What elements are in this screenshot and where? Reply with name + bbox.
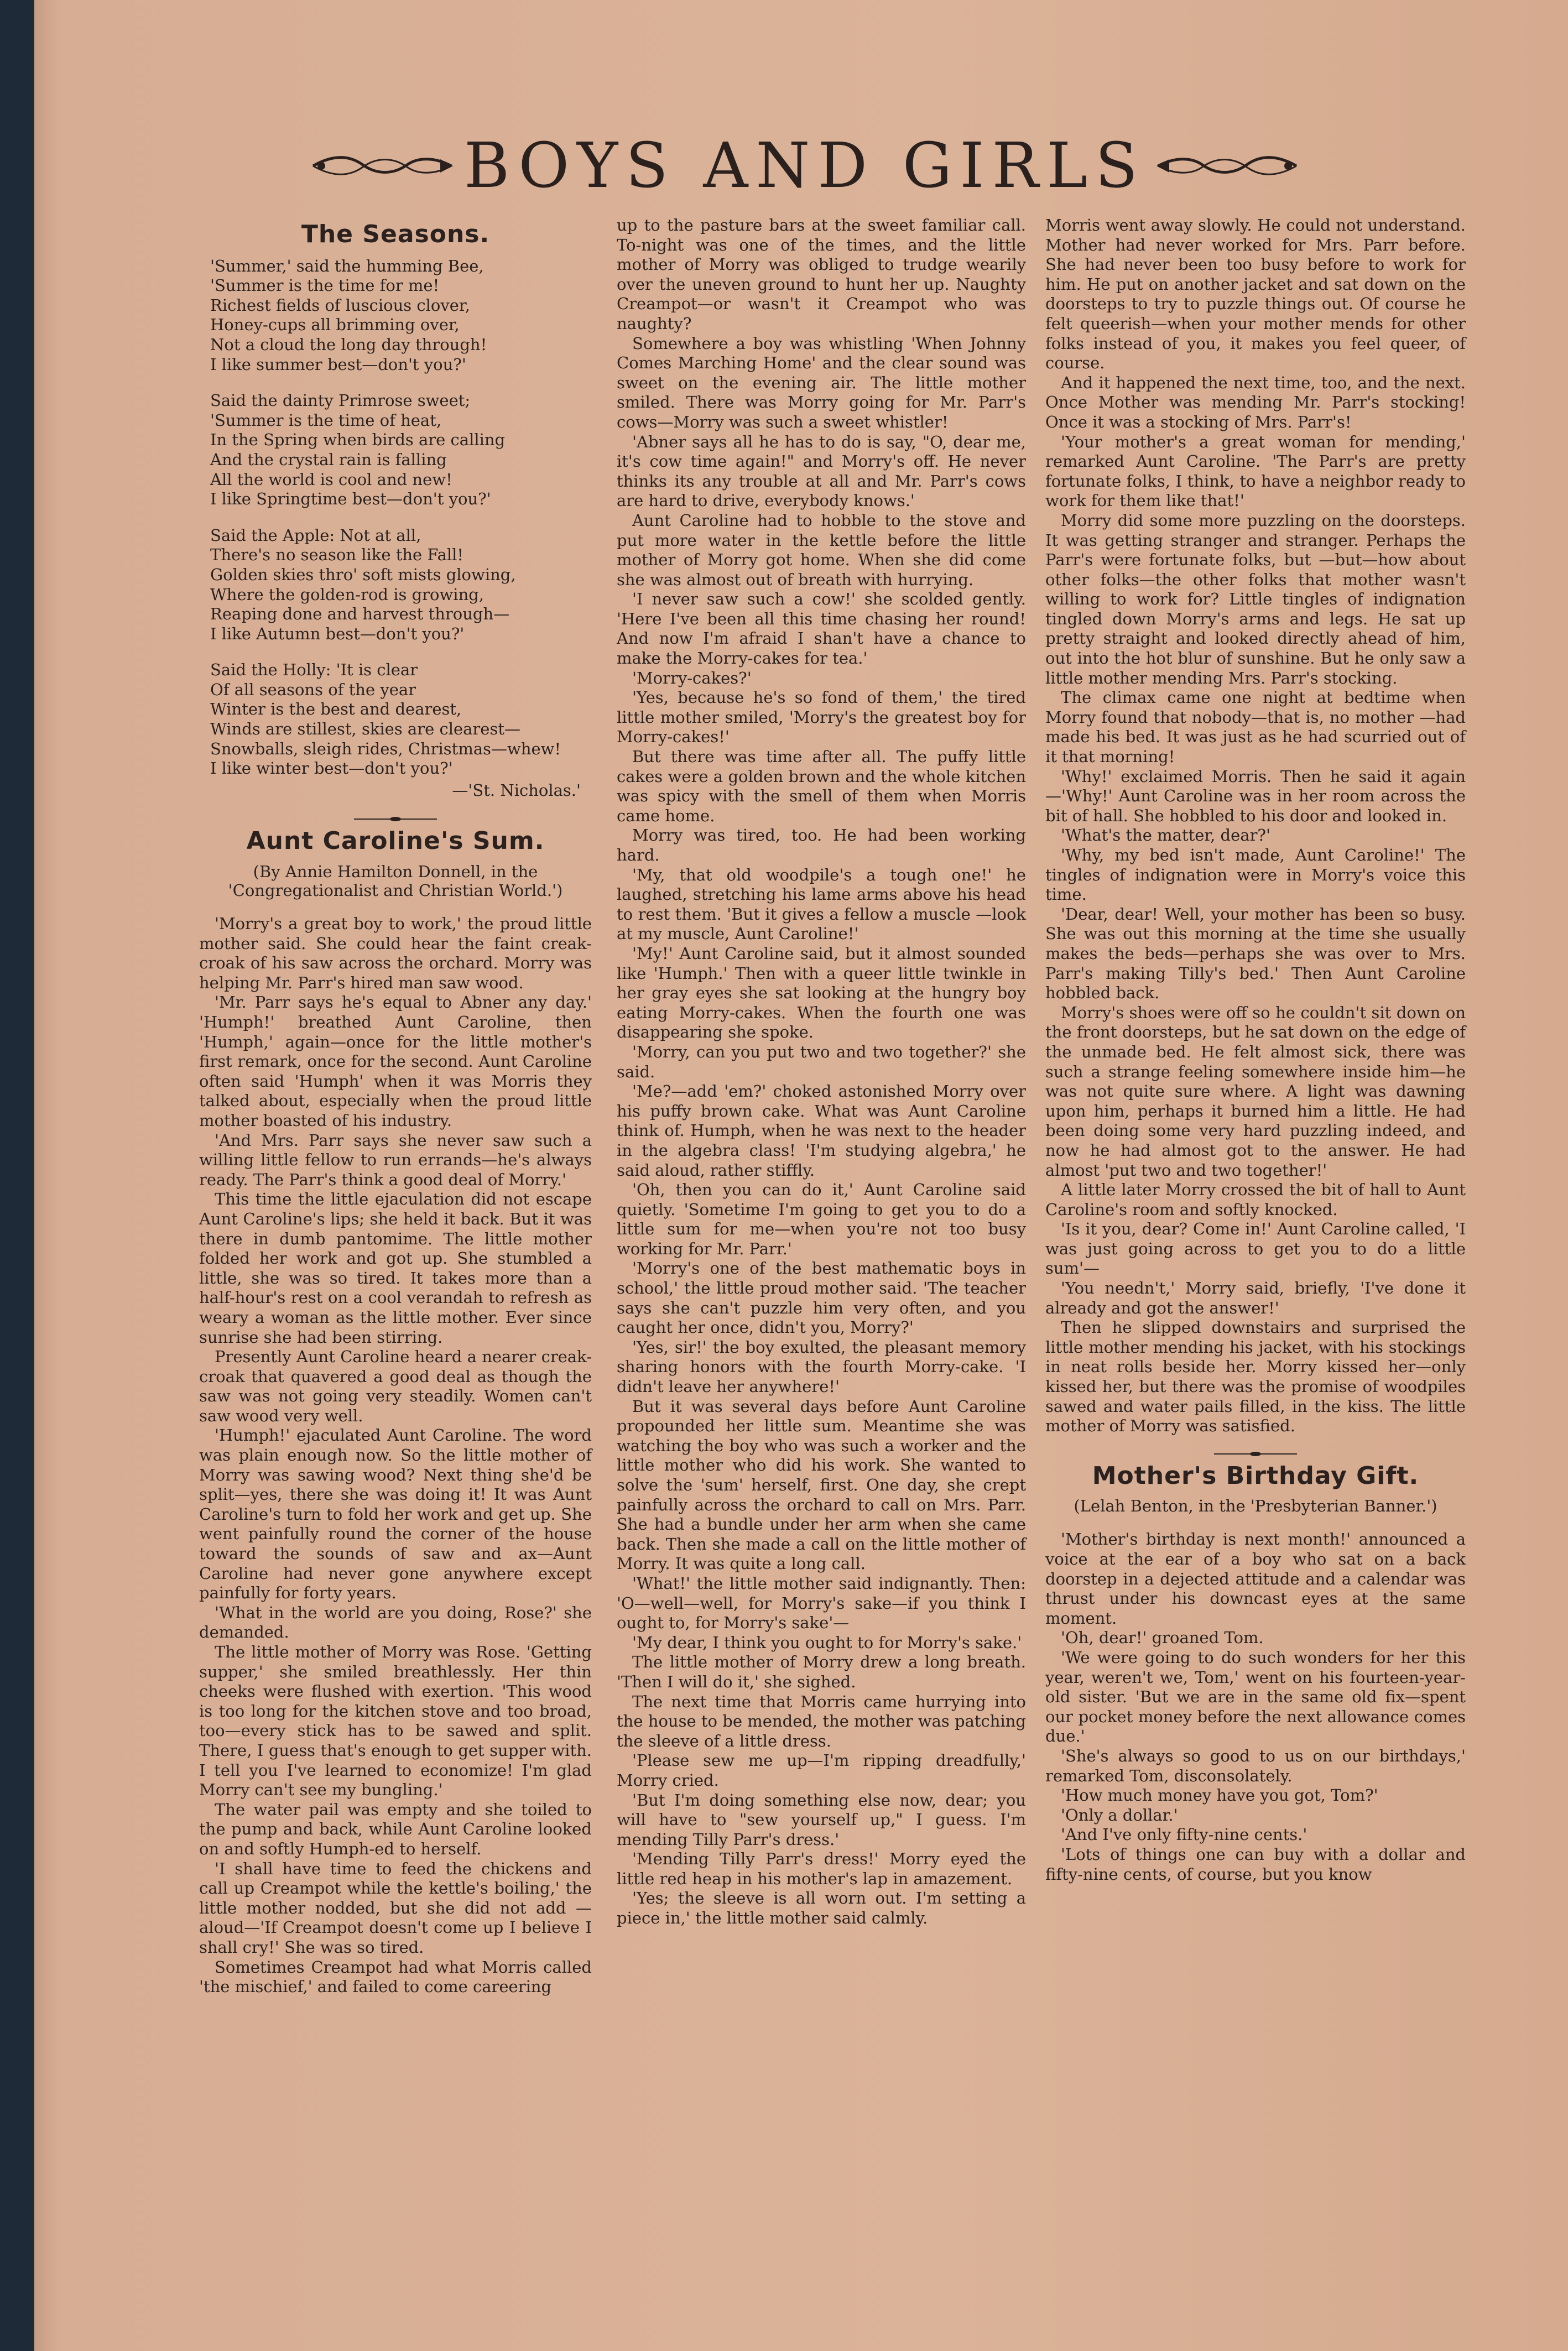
poem-line: I like summer best—don't you?' xyxy=(210,355,466,374)
paragraph: 'Yes, sir!' the boy exulted, the pleasant memory sharing honors with the fourth Morry-cake. 'I didn't leave her anywhere!' xyxy=(617,1337,1026,1396)
paragraph: 'Yes; the sleeve is all worn out. I'm setting a piece in,' the little mother said calmly. xyxy=(617,1889,1026,1928)
paragraph: Morris went away slowly. He could not understand. Mother had never worked for Mrs. Parr before. She had never been too busy before to work for him. He put on another jacket and sat down on the doorsteps to try to puzzle things out. Of course he felt queerish—when your mother mends for other folks instead of you, it makes you feel queer, of course. xyxy=(1045,216,1466,373)
paragraph: Aunt Caroline had to hobble to the stove and put more water in the kettle before the little mother of Morry got home. When she did come she was almost out of breath with hurrying. xyxy=(617,510,1026,589)
paragraph: 'Dear, dear! Well, your mother has been so busy. She was out this morning at the time she usually makes the beds—perhaps she was over to Mrs. Parr's making Tilly's bed.' Then Aunt Caroline hobbled back. xyxy=(1045,904,1466,1003)
paragraph: Morry's shoes were off so he couldn't sit down on the front doorsteps, but he sat down on the edge of the unmade bed. He felt almost sick, there was such a strange feeling somewhere inside him—he was not quite sure where. A light was dawning upon him, perhaps it burned him a little. He had been doing some very hard puzzling indeed, and now he had almost got to the answer. He had almost 'put two and two together!' xyxy=(1045,1003,1466,1180)
paragraph: 'We were going to do such wonders for her this year, weren't we, Tom,' went on his fourteen-year-old sister. 'But we are in the same old fix—spent our pocket money before the next allowance comes due.' xyxy=(1045,1648,1466,1746)
poem-stanza xyxy=(210,257,592,375)
paragraph: 'Morry's a great boy to work,' the proud little mother said. She could hear the faint creak-croak of his saw across the orchard. Morry was helping Mr. Parr's hired man saw wood. xyxy=(199,914,592,992)
poem-line: In the Spring when birds are calling xyxy=(210,430,506,450)
paragraph: This time the little ejaculation did not escape Aunt Caroline's lips; she held it back. But it was there in dumb pantomime. The little mother folded her work and got up. She stumbled a little, she was so tired. It takes more than a half-hour's rest on a cool verandah to refresh as weary a woman as the little mother. Ever since sunrise she had been stirring. xyxy=(199,1190,592,1347)
poem-line: Of all seasons of the year xyxy=(210,680,416,699)
paragraph: The climax came one night at bedtime when Morry found that nobody—that is, no mother —had made his bed. It was just as he had scurried out of it that morning! xyxy=(1045,688,1466,767)
aunt-caroline-byline: (By Annie Hamilton Donnell, in the 'Congregationalist and Christian World.') xyxy=(228,862,563,900)
section-divider xyxy=(354,816,437,822)
poem-line: 'Summer is the time for me! xyxy=(210,276,440,295)
paragraph: The little mother of Morry drew a long breath. 'Then I will do it,' she sighed. xyxy=(617,1653,1026,1691)
seasons-poem xyxy=(210,257,592,779)
paragraph: 'And I've only fifty-nine cents.' xyxy=(1061,1825,1307,1844)
poem-line: I like winter best—don't you?' xyxy=(210,759,453,778)
paragraph: 'Mr. Parr says he's equal to Abner any day.' 'Humph!' breathed Aunt Caroline, then 'Humph,' again—once for the little mother's first remark, once for the second. Aunt Caroline often said 'Humph' when it was Morris they talked about, especially when the proud little mother boasted of his industry. xyxy=(199,993,592,1130)
column-3 xyxy=(1045,216,1466,1884)
paragraph: 'My!' Aunt Caroline said, but it almost sounded like 'Humph.' Then with a queer little twinkle in her gray eyes she sat looking at the hungry boy eating Morry-cakes. When the fourth one was disappearing she spoke. xyxy=(617,943,1026,1042)
poem-line: Richest fields of luscious clover, xyxy=(210,295,470,315)
poem-line: Said the dainty Primrose sweet; xyxy=(210,391,471,410)
paragraph: 'I shall have time to feed the chickens and call up Creampot while the kettle's boiling,' the little mother nodded, but she did not add —aloud—'If Creampot doesn't come up I believe I shall cry!' She was so tired. xyxy=(199,1859,592,1957)
paragraph: 'She's always so good to us on our birthdays,' remarked Tom, disconsolately. xyxy=(1045,1746,1466,1785)
paragraph: A little later Morry crossed the bit of hall to Aunt Caroline's room and softly knocked. xyxy=(1045,1180,1466,1219)
poem-line: Honey-cups all brimming over, xyxy=(210,315,460,335)
aunt-caroline-text-part-1 xyxy=(199,914,592,1997)
paragraph: 'Yes, because he's so fond of them,' the tired little mother smiled, 'Morry's the greatest boy for Morry-cakes!' xyxy=(617,688,1026,747)
paragraph: But there was time after all. The puffy little cakes were a golden brown and the whole kitchen was spicy with the smell of them when Morris came home. xyxy=(617,747,1026,825)
poem-stanza xyxy=(210,660,592,779)
aunt-caroline-heading: Aunt Caroline's Sum. xyxy=(246,827,545,856)
paragraph: 'Mother's birthday is next month!' announced a voice at the ear of a boy who sat on a back doorstep in a dejected attitude and a calendar was thrust under his downcast eyes at the same moment. xyxy=(1045,1530,1466,1628)
paragraph: 'Me?—add 'em?' choked astonished Morry over his puffy brown cake. What was Aunt Caroline think of. Humph, when he was next to the header in the algebra class! 'I'm studying algebra,' he said aloud, rather stiffly. xyxy=(617,1082,1026,1180)
poem-line: Golden skies thro' soft mists glowing, xyxy=(210,565,516,584)
paragraph: And it happened the next time, too, and the next. Once Mother was mending Mr. Parr's stocking! Once it was a stocking of Mrs. Parr's! xyxy=(1045,373,1466,431)
paragraph: 'But I'm doing something else now, dear; you will have to "sew yourself up," I guess. I'm mending Tilly Parr's dress.' xyxy=(617,1790,1026,1849)
paragraph: The water pail was empty and she toiled to the pump and back, while Aunt Caroline looked on and softly Humph-ed to herself. xyxy=(199,1800,592,1858)
poem-line: Not a cloud the long day through! xyxy=(210,335,487,354)
paragraph: 'And Mrs. Parr says she never saw such a willing little fellow to run errands—he's always ready. The Parr's think a good deal of Morry.' xyxy=(199,1130,592,1189)
paragraph: 'Oh, then you can do it,' Aunt Caroline said quietly. 'Sometime I'm going to get you to do a little sum for me—when you're not too busy working for Mr. Parr.' xyxy=(617,1180,1026,1258)
paragraph: 'You needn't,' Morry said, briefly, 'I've done it already and got the answer!' xyxy=(1045,1279,1466,1317)
paragraph: up to the pasture bars at the sweet familiar call. To-night was one of the times, and the little mother of Morry was obliged to trudge wearily over the uneven ground to hunt her up. Naughty Creampot—or wasn't it Creampot who was naughty? xyxy=(617,216,1026,333)
paragraph: 'Humph!' ejaculated Aunt Caroline. The word was plain enough now. So the little mother of Morry was sawing wood? Next thing she'd be split—yes, there she was doing it! It was Aunt Caroline's turn to fold her work and get up. She went painfully round the corner of the house toward the sounds of saw and ax—Aunt Caroline had never gone anywhere except painfully for forty years. xyxy=(199,1426,592,1603)
poem-line: Reaping done and harvest through— xyxy=(210,604,510,624)
paragraph: Morry did some more puzzling on the doorsteps. It was getting stranger and stranger. Perhaps the Parr's were fortunate folks, but —but—how about other folks—the other folks that mother wasn't willing to work for? Little tingles of indignation tingled down Morry's arms and legs. He sat up pretty straight and looked directly ahead of him, out into the hot blur of sunshine. But he only saw a little mother mending Mrs. Parr's stocking. xyxy=(1045,510,1466,687)
birthday-gift-byline: (Lelah Benton, in the 'Presbyterian Banner.') xyxy=(1074,1497,1437,1516)
paragraph: 'My, that old woodpile's a tough one!' he laughed, stretching his lame arms above his head to rest them. 'But it gives a fellow a muscle —look at my muscle, Aunt Caroline!' xyxy=(617,865,1026,943)
paragraph: 'What's the matter, dear?' xyxy=(1061,826,1270,845)
paragraph: 'Abner says all he has to do is say, "O, dear me, it's cow time again!" and Morry's off. He never thinks its any trouble at all and Mr. Parr's cows are hard to drive, everybody knows.' xyxy=(617,432,1026,510)
poem-line: 'Summer,' said the humming Bee, xyxy=(210,256,484,275)
paragraph: 'Morry-cakes?' xyxy=(632,668,752,687)
paragraph: The next time that Morris came hurrying into the house to be mended, the mother was patching the sleeve of a little dress. xyxy=(617,1692,1026,1750)
paragraph: Morry was tired, too. He had been working hard. xyxy=(617,826,1026,864)
poem-line: I like Autumn best—don't you?' xyxy=(210,624,465,643)
paragraph: 'Please sew me up—I'm ripping dreadfully,' Morry cried. xyxy=(617,1751,1026,1790)
paragraph: 'I never saw such a cow!' she scolded gently. 'Here I've been all this time chasing her round! And now I'm afraid I shan't have a chance to make the Morry-cakes for tea.' xyxy=(617,590,1026,668)
poem-line: Winds are stillest, skies are clearest— xyxy=(210,720,520,739)
seasons-heading: The Seasons. xyxy=(301,220,490,248)
paragraph: 'Why, my bed isn't made, Aunt Caroline!' The tingles of indignation were in Morry's voice this time. xyxy=(1045,846,1466,904)
paragraph: But it was several days before Aunt Caroline propounded her little sum. Meantime she was watching the boy who was such a worker and the little mother who did his work. She wanted to solve the 'sum' herself, first. One day, she crept painfully across the orchard to call on Mrs. Parr. She had a bundle under her arm when she came back. Then she made a call on the little mother of Morry. It was quite a long call. xyxy=(617,1396,1026,1573)
paragraph: 'Only a dollar.' xyxy=(1061,1805,1178,1824)
column-1 xyxy=(199,216,592,1997)
left-ornament-icon xyxy=(310,149,454,183)
paragraph: 'Lots of things one can buy with a dollar and fifty-nine cents, of course, but you know xyxy=(1045,1844,1466,1884)
right-ornament-icon xyxy=(1155,149,1299,183)
masthead-title: BOYS AND GIRLS xyxy=(464,130,1145,202)
paragraph: 'Why!' exclaimed Morris. Then he said it again—'Why!' Aunt Caroline was in her room across the bit of hall. She hobbled to his door and looked in. xyxy=(1045,767,1466,825)
poem-line: Where the golden-rod is growing, xyxy=(210,585,485,604)
paragraph: 'What in the world are you doing, Rose?' she demanded. xyxy=(199,1603,592,1642)
masthead xyxy=(288,127,1322,205)
paragraph: Somewhere a boy was whistling 'When Johnny Comes Marching Home' and the clear sound was sweet on the evening air. The little mother smiled. There was Morry going for Mr. Parr's cows—Morry was such a sweet whistler! xyxy=(617,333,1026,431)
poem-stanza xyxy=(210,526,592,644)
poem-line: Said the Apple: Not at all, xyxy=(210,525,421,545)
paragraph: Sometimes Creampot had what Morris called 'the mischief,' and failed to come careering xyxy=(199,1957,592,1996)
paragraph: 'Morry's one of the best mathematic boys in school,' the little proud mother said. 'The teacher says she can't puzzle him very often, and you caught her once, didn't you, Morry?' xyxy=(617,1259,1026,1337)
poem-line: All the world is cool and new! xyxy=(210,470,452,489)
column-2 xyxy=(617,216,1026,1928)
poem-line: Said the Holly: 'It is clear xyxy=(210,660,418,680)
poem-line: Snowballs, sleigh rides, Christmas—whew! xyxy=(210,739,561,758)
paragraph: 'Mending Tilly Parr's dress!' Morry eyed the little red heap in his mother's lap in amazement. xyxy=(617,1849,1026,1888)
poem-line: There's no season like the Fall! xyxy=(210,545,464,565)
paragraph: Then he slipped downstairs and surprised the little mother mending his jacket, with his stockings in neat rolls beside her. Morry kissed her—only kissed her, but there was the promise of woodpiles sawed and water pails filled, in the kiss. The little mother of Morry was satisfied. xyxy=(1045,1318,1466,1436)
paragraph: The little mother of Morry was Rose. 'Getting supper,' she smiled breathlessly. Her thin cheeks were flushed with exertion. 'This wood is too long for the kitchen stove and too broad, too—every stick has to be sawed and split. There, I guess that's enough to get supper with. I tell you I've learned to economize! I'm glad Morry can't see my bungling.' xyxy=(199,1643,592,1800)
paragraph: 'My dear, I think you ought to for Morry's sake.' xyxy=(632,1633,1022,1652)
paragraph: 'Your mother's a great woman for mending,' remarked Aunt Caroline. 'The Parr's are pretty fortunate folks, I think, to have a neighbor ready to work for them like that!' xyxy=(1045,432,1466,510)
section-divider xyxy=(1214,1451,1297,1457)
birthday-gift-heading: Mother's Birthday Gift. xyxy=(1092,1461,1419,1490)
poem-stanza xyxy=(210,391,592,509)
poem-line: 'Summer is the time of heat, xyxy=(210,410,442,430)
paragraph: 'Is it you, dear? Come in!' Aunt Caroline called, 'I was just going across to get you to do a little sum'— xyxy=(1045,1219,1466,1278)
paragraph: 'What!' the little mother said indignantly. Then: 'O—well—well, for Morry's sake—if you think I ought to, for Morry's sake'— xyxy=(617,1573,1026,1633)
paragraph: 'How much money have you got, Tom?' xyxy=(1061,1786,1378,1805)
poem-signature: —'St. Nicholas.' xyxy=(452,780,581,800)
poem-line: And the crystal rain is falling xyxy=(210,450,447,469)
poem-line: Winter is the best and dearest, xyxy=(210,700,462,719)
paragraph: 'Morry, can you put two and two together?' she said. xyxy=(617,1042,1026,1081)
paragraph: Presently Aunt Caroline heard a nearer creak-croak that quavered a good deal as though the saw was not going very steadily. Women can't saw wood very well. xyxy=(199,1347,592,1425)
poem-line: I like Springtime best—don't you?' xyxy=(210,489,491,509)
paragraph: 'Oh, dear!' groaned Tom. xyxy=(1061,1628,1264,1648)
